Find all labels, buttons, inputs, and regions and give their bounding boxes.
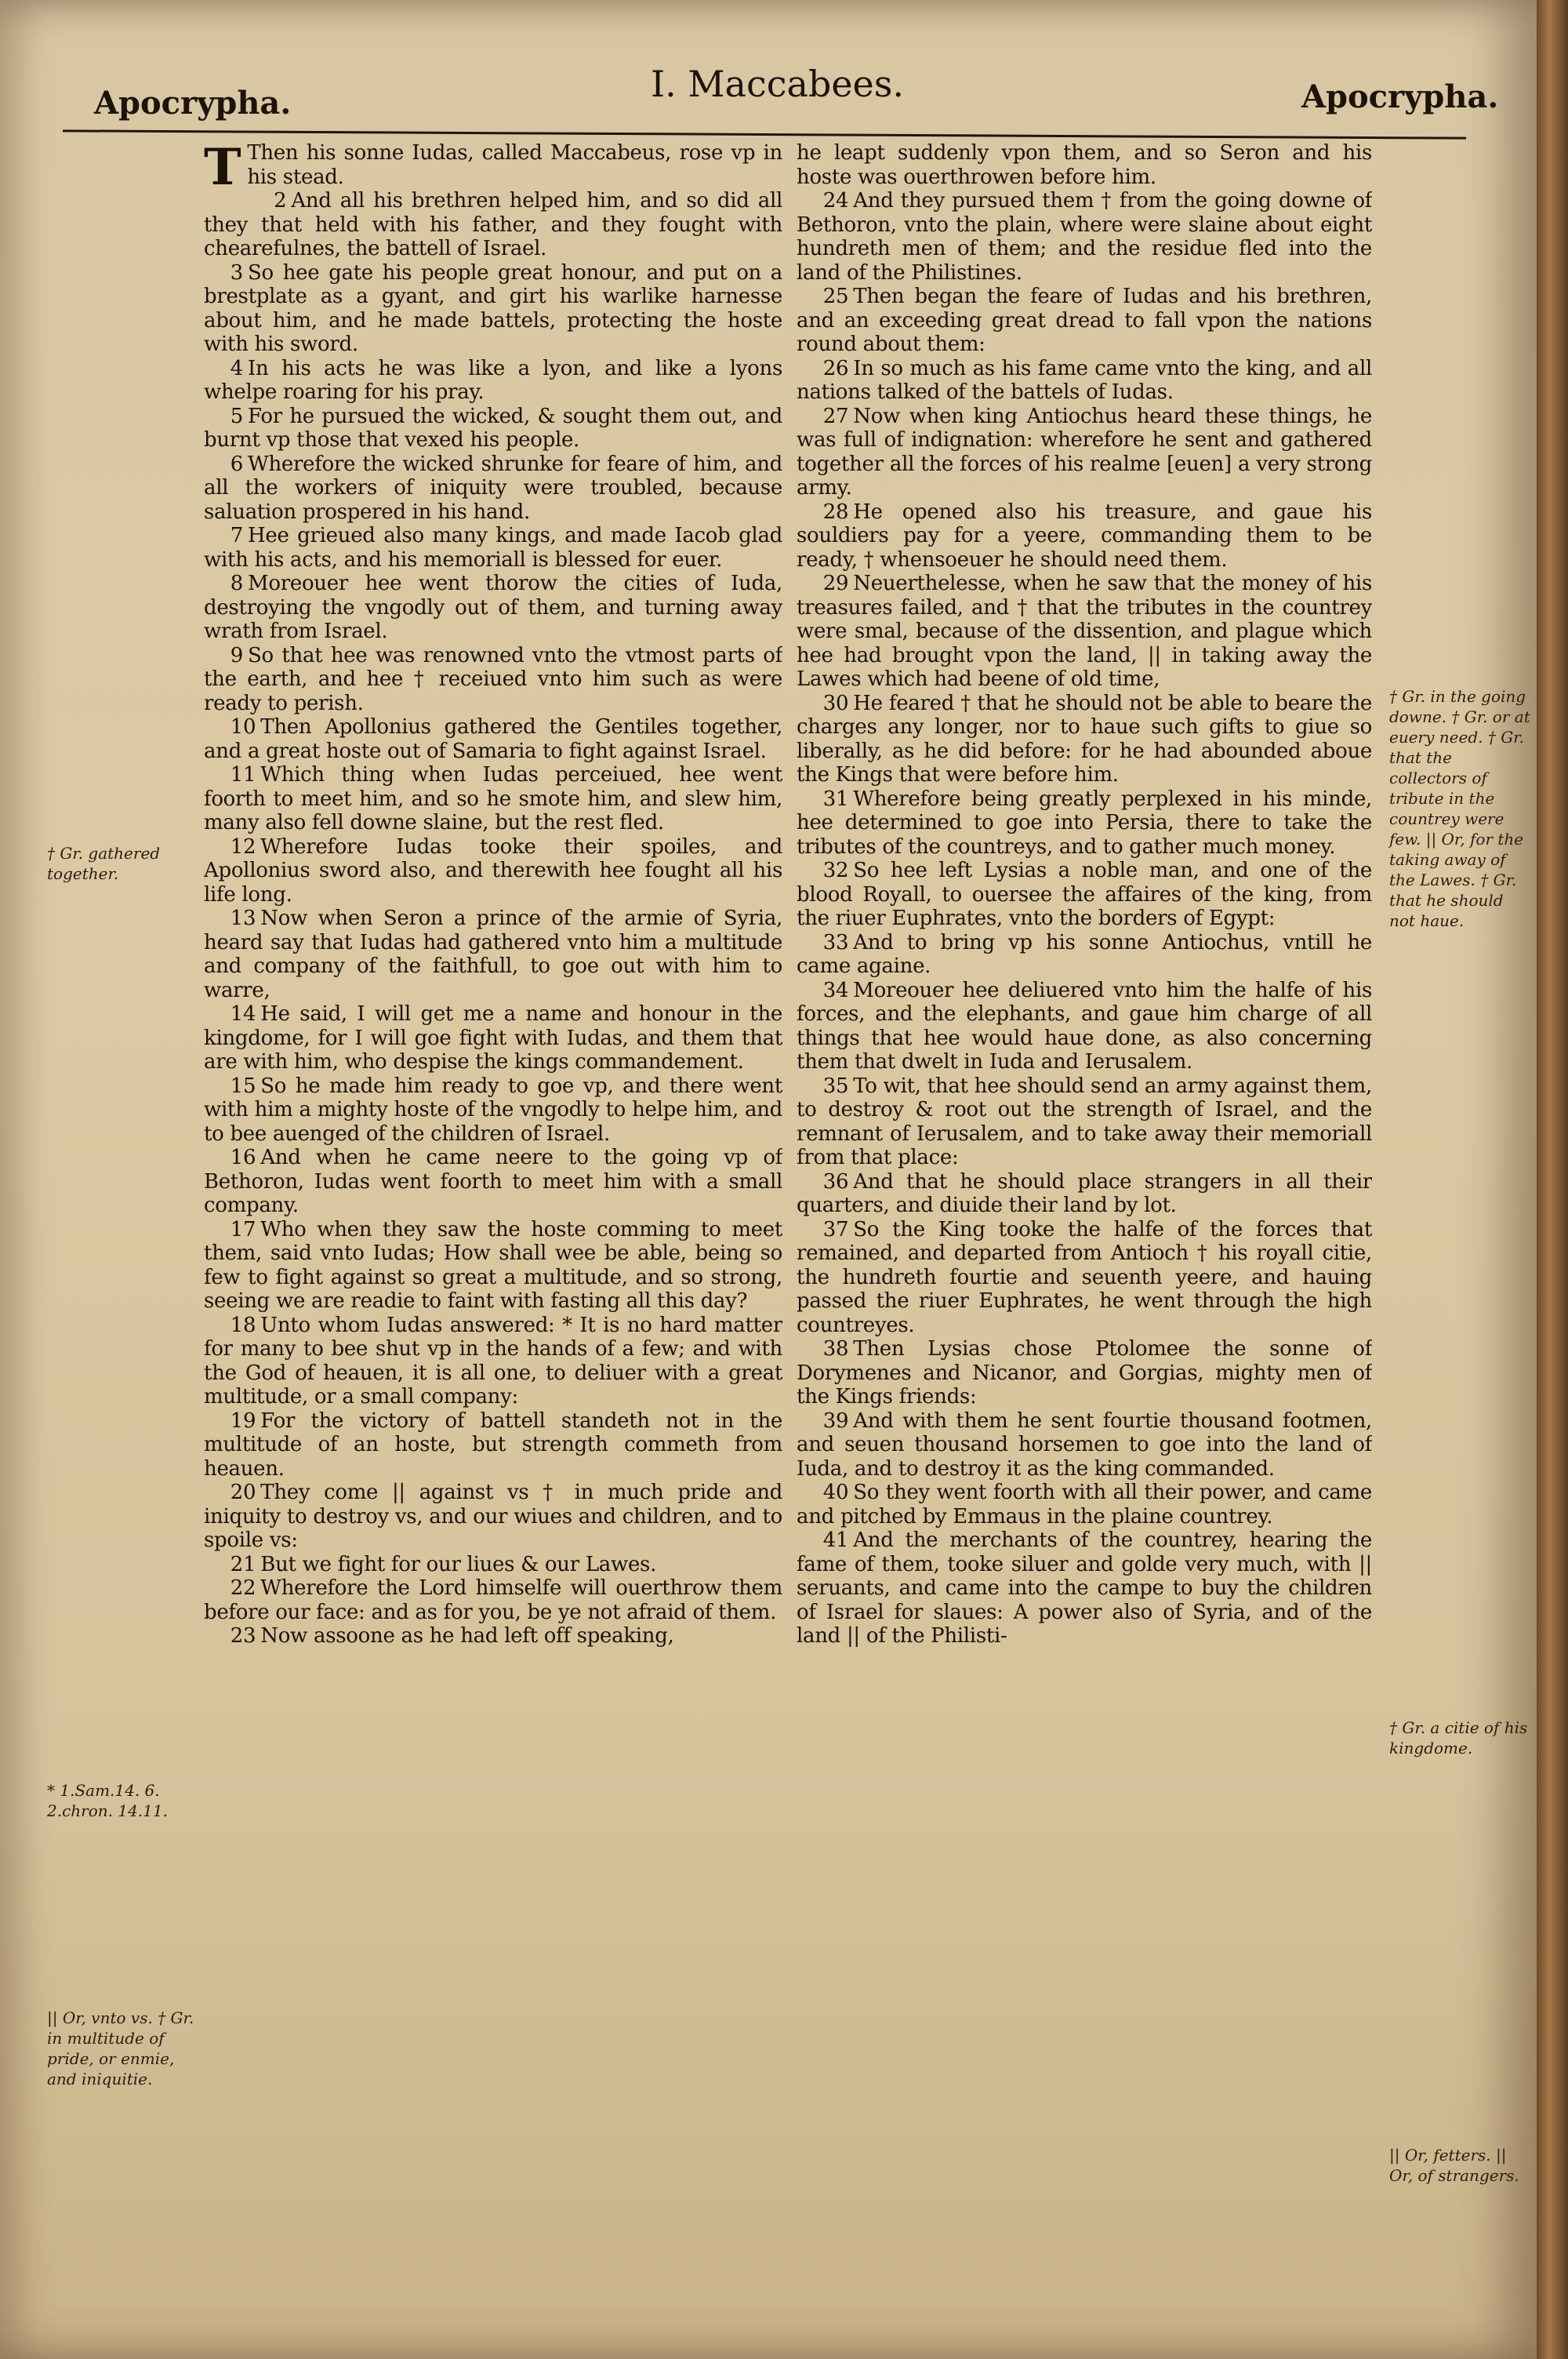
verse-number: 34 <box>822 978 849 1002</box>
verse <box>797 1481 1372 1528</box>
verse-number: 24 <box>822 189 849 213</box>
verse <box>204 524 782 572</box>
verse-number: 3 <box>230 260 244 285</box>
verse-text: But we fight for our liues & our Lawes. <box>260 1552 657 1576</box>
verse-text: In his acts he was like a lyon, and like a lyons whelpe roaring for his pray. <box>204 356 782 404</box>
verse-number: 19 <box>230 1408 256 1433</box>
verse-number: 31 <box>822 787 849 811</box>
verse <box>204 1481 782 1553</box>
verse <box>204 1146 782 1218</box>
margin-note: † Gr. a citie of his kingdome. <box>1389 1718 1528 1757</box>
verse-number: 22 <box>230 1576 256 1600</box>
verse-text: Hee grieued also many kings, and made Iacob glad with his acts, and his memoriall is blessed for euer. <box>204 524 782 572</box>
verse <box>204 1074 782 1147</box>
verse-number: 4 <box>230 356 244 380</box>
verse-number: 8 <box>230 572 244 595</box>
verse <box>797 692 1372 787</box>
verse-number: 26 <box>822 356 849 380</box>
verse-number: 25 <box>822 285 849 308</box>
verse-text: Now assoone as he had left off speaking, <box>260 1624 674 1648</box>
verse <box>204 141 782 197</box>
verse-text: So he made him ready to goe vp, and there went with him a mighty hoste of the vngodly to helpe him, and to bee auenged of the children of Israel. <box>204 1074 782 1146</box>
verse-text: So they went foorth with all their power, and came and pitched by Emmaus in the plaine countrey. <box>797 1481 1372 1528</box>
verse <box>797 1074 1372 1170</box>
verse-number: 10 <box>230 715 256 739</box>
verse <box>204 644 782 716</box>
verse <box>797 357 1372 405</box>
verse-number: 20 <box>230 1481 256 1504</box>
verse <box>204 1218 782 1314</box>
verse-number: 13 <box>230 907 256 930</box>
verse <box>204 1576 782 1624</box>
running-head-right: Apocrypha. <box>1301 78 1499 115</box>
verse-text: So that hee was renowned vnto the vtmost parts of the earth, and hee † receiued vnto him such as were ready to perish. <box>204 643 782 715</box>
verse-text: And the merchants of the countrey, hearing the fame of them, tooke siluer and golde very much, with || seruants, and came into the campe to buy the children of Israel for slaues: A power also of Syria, and of the land || of the Philisti- <box>797 1528 1372 1648</box>
verse-number: 32 <box>822 859 849 882</box>
page-edge <box>1537 0 1568 2359</box>
verse-number: 14 <box>230 1002 256 1026</box>
right-text-column <box>797 141 1372 2274</box>
verse-number: 35 <box>822 1074 849 1098</box>
verse-text: Now when Seron a prince of the armie of Syria, heard say that Iudas had gathered vnto him a multitude and company of the faithfull, to goe out with him to warre, <box>204 907 782 1002</box>
verse-number: 16 <box>230 1146 256 1169</box>
verse-text: Neuerthelesse, when he saw that the money of his treasures failed, and † that the tributes in the countrey were smal, because of the dissention, and plague which hee had brought vpon the land, || in taking away the Lawes which had beene of old time, <box>797 572 1372 691</box>
left-text-column <box>204 141 782 2274</box>
verse-text: And all his brethren helped him, and so did all they that held with his father, and they fought with chearefulnes, the battell of Israel. <box>204 189 782 260</box>
verse <box>204 261 782 357</box>
verse <box>204 1553 782 1577</box>
verse-number: 36 <box>822 1169 849 1194</box>
verse-text: he leapt suddenly vpon them, and so Seron and his hoste was ouerthrowen before him. <box>797 141 1372 189</box>
verse <box>204 1409 782 1481</box>
verse-number: 18 <box>230 1313 256 1337</box>
verse <box>797 1528 1372 1648</box>
verse-text: Then Apollonius gathered the Gentiles together, and a great hoste out of Samaria to fight against Israel. <box>204 715 782 763</box>
verse-text: Moreouer hee went thorow the cities of Iuda, destroying the vngodly out of them, and turning away wrath from Israel. <box>204 572 782 643</box>
verse-number: 12 <box>230 834 256 859</box>
verse-number: 40 <box>822 1481 849 1504</box>
verse-text: Wherefore the Lord himselfe will ouerthrow them before our face: and as for you, be ye not afraid of them. <box>204 1576 782 1624</box>
verse-text: Who when they saw the hoste comming to meet them, said vnto Iudas; How shall wee be able, being so few to fight against so great a multitude, and so strong, seeing we are readie to faint with fasting all this day? <box>204 1217 782 1313</box>
verse-text: For he pursued the wicked, & sought them out, and burnt vp those that vexed his people. <box>204 404 782 452</box>
verse-text: He said, I will get me a name and honour in the kingdome, for I will goe fight with Iudas, and them that are with him, who despise the kings commandement. <box>204 1002 782 1074</box>
verse <box>204 763 782 835</box>
verse-text: And that he should place strangers in all their quarters, and diuide their land by lot. <box>797 1169 1372 1217</box>
verse <box>797 1409 1372 1481</box>
verse-text: They come || against vs † in much pride and iniquity to destroy vs, and our wiues and children, and to spoile vs: <box>204 1481 782 1552</box>
drop-cap: T <box>204 141 241 197</box>
verse-number: 5 <box>230 404 244 428</box>
margin-note: || Or, fetters. || Or, of strangers. <box>1389 2146 1519 2185</box>
verse-number: 37 <box>822 1217 849 1241</box>
verse-number: 6 <box>230 452 244 476</box>
verse <box>204 907 782 1002</box>
running-head-left: Apocrypha. <box>94 85 292 122</box>
verse-number: 30 <box>822 691 849 715</box>
verse-text: Wherefore the wicked shrunke for feare of him, and all the workers of iniquity were troubled, because saluation prospered in his hand. <box>204 452 782 524</box>
verse-number: 38 <box>822 1337 849 1361</box>
verse <box>204 715 782 763</box>
verse <box>204 357 782 405</box>
margin-note: † Gr. gathered together. <box>47 844 161 883</box>
verse <box>204 835 782 907</box>
verse-number: 39 <box>822 1408 849 1433</box>
margin-note: || Or, vnto vs. † Gr. in multitude of pride, or enmie, and iniquitie. <box>47 2008 194 2088</box>
verse <box>797 859 1372 931</box>
verse-text: Unto whom Iudas answered: * It is no hard matter for many to bee shut vp in the hands of a few; and with the God of heauen, it is all one, to deliuer with a great multitude, or a small company: <box>204 1313 782 1408</box>
verse-number: 21 <box>230 1552 256 1576</box>
verse <box>797 1337 1372 1409</box>
verse <box>204 1314 782 1409</box>
verse-text: Which thing when Iudas perceiued, hee went foorth to meet him, and so he smote him, and slew him, many also fell downe slaine, but the rest fled. <box>204 763 782 834</box>
verse <box>204 1002 782 1074</box>
verse <box>797 189 1372 285</box>
verse-text: In so much as his fame came vnto the king, and all nations talked of the battels of Iudas. <box>797 356 1372 404</box>
verse-text: To wit, that hee should send an army against them, to destroy & root out the strength of Israel, and the remnant of Ierusalem, and to take away their memoriall from that place: <box>797 1074 1372 1169</box>
verse <box>204 189 782 261</box>
verse-text: Wherefore Iudas tooke their spoiles, and Apollonius sword also, and therewith hee fought all his life long. <box>204 834 782 907</box>
verse-number: 33 <box>822 930 849 954</box>
verse <box>797 979 1372 1074</box>
verse <box>797 1218 1372 1338</box>
verse-text: He opened also his treasure, and gaue his souldiers pay for a yeere, commanding them to be ready, † whensoeuer he should need them. <box>797 500 1372 572</box>
verse-text: And to bring vp his sonne Antiochus, vntill he came againe. <box>797 930 1372 978</box>
verse <box>797 787 1372 860</box>
verse-number: 9 <box>230 643 244 667</box>
verse-number: 41 <box>822 1528 849 1552</box>
running-head-title: I. Maccabees. <box>651 63 905 105</box>
verse-number: 2 <box>274 189 287 213</box>
verse <box>204 1624 782 1648</box>
verse-number: 11 <box>230 763 256 787</box>
verse-text: For the victory of battell standeth not in the multitude of an hoste, but strength commeth from heauen. <box>204 1408 782 1481</box>
verse-number: 7 <box>230 524 244 547</box>
verse-text: And with them he sent fourtie thousand footmen, and seuen thousand horsemen to goe into the land of Iuda, and to destroy it as the king commanded. <box>797 1408 1372 1481</box>
verse-text: He feared † that he should not be able to beare the charges any longer, nor to haue such gifts to giue so liberally, as he did before: for he had abounded aboue the Kings that were before him. <box>797 691 1372 787</box>
verse-text: Moreouer hee deliuered vnto him the halfe of his forces, and the elephants, and gaue him charge of all things that hee would haue done, as also concerning them that dwelt in Iuda and Ierusalem. <box>797 978 1372 1074</box>
verse-text: So the King tooke the halfe of the forces that remained, and departed from Antioch † his royall citie, the hundreth fourtie and seuenth yeere, and hauing passed the riuer Euphrates, he went through the high countreyes. <box>797 1217 1372 1337</box>
verse <box>797 285 1372 357</box>
verse-text: Then his sonne Iudas, called Maccabeus, rose vp in his stead. <box>247 141 782 189</box>
verse-text: So hee gate his people great honour, and put on a brestplate as a gyant, and girt his warlike harnesse about him, and he made battels, protecting the hoste with his sword. <box>204 260 782 356</box>
verse <box>797 572 1372 692</box>
verse <box>797 141 1372 189</box>
margin-note: * 1.Sam.14. 6. 2.chron. 14.11. <box>47 1781 168 1820</box>
verse-number: 29 <box>822 572 849 595</box>
verse <box>797 1170 1372 1218</box>
verse-text: And they pursued them † from the going downe of Bethoron, vnto the plain, where were slaine about eight hundreth men of them; and the residue fled into the land of the Philistines. <box>797 189 1372 285</box>
verse-number: 17 <box>230 1217 256 1241</box>
verse <box>204 405 782 453</box>
verse-text: And when he came neere to the going vp of Bethoron, Iudas went foorth to meet him with a small company. <box>204 1146 782 1217</box>
verse-number: 15 <box>230 1074 256 1098</box>
verse-text: Then Lysias chose Ptolomee the sonne of Dorymenes and Nicanor, and Gorgias, mighty men of the Kings friends: <box>797 1337 1372 1408</box>
verse <box>797 500 1372 572</box>
verse-number: 23 <box>230 1624 256 1648</box>
verse-text: Wherefore being greatly perplexed in his minde, hee determined to goe into Persia, there to take the tributes of the countreys, and to gather much money. <box>797 787 1372 859</box>
verse <box>204 453 782 525</box>
verse-text: Now when king Antiochus heard these things, he was full of indignation: wherefore he sent and gathered together all the forces of his realme [euen] a very strong army. <box>797 404 1372 500</box>
verse <box>797 931 1372 979</box>
verse-text: Then began the feare of Iudas and his brethren, and an exceeding great dread to fall vpon the nations round about them: <box>797 285 1372 356</box>
verse-text: So hee left Lysias a noble man, and one of the blood Royall, to ouersee the affaires of the king, from the riuer Euphrates, vnto the borders of Egypt: <box>797 859 1372 930</box>
verse <box>797 405 1372 500</box>
margin-note: † Gr. in the going downe. † Gr. or at euery need. † Gr. that the collectors of tribute in the countrey were few. || Or, for the taking away of the Lawes. † Gr. that he should not haue. <box>1389 687 1530 930</box>
verse-number: 27 <box>822 404 849 428</box>
verse-number: 28 <box>822 500 849 524</box>
verse <box>204 572 782 644</box>
